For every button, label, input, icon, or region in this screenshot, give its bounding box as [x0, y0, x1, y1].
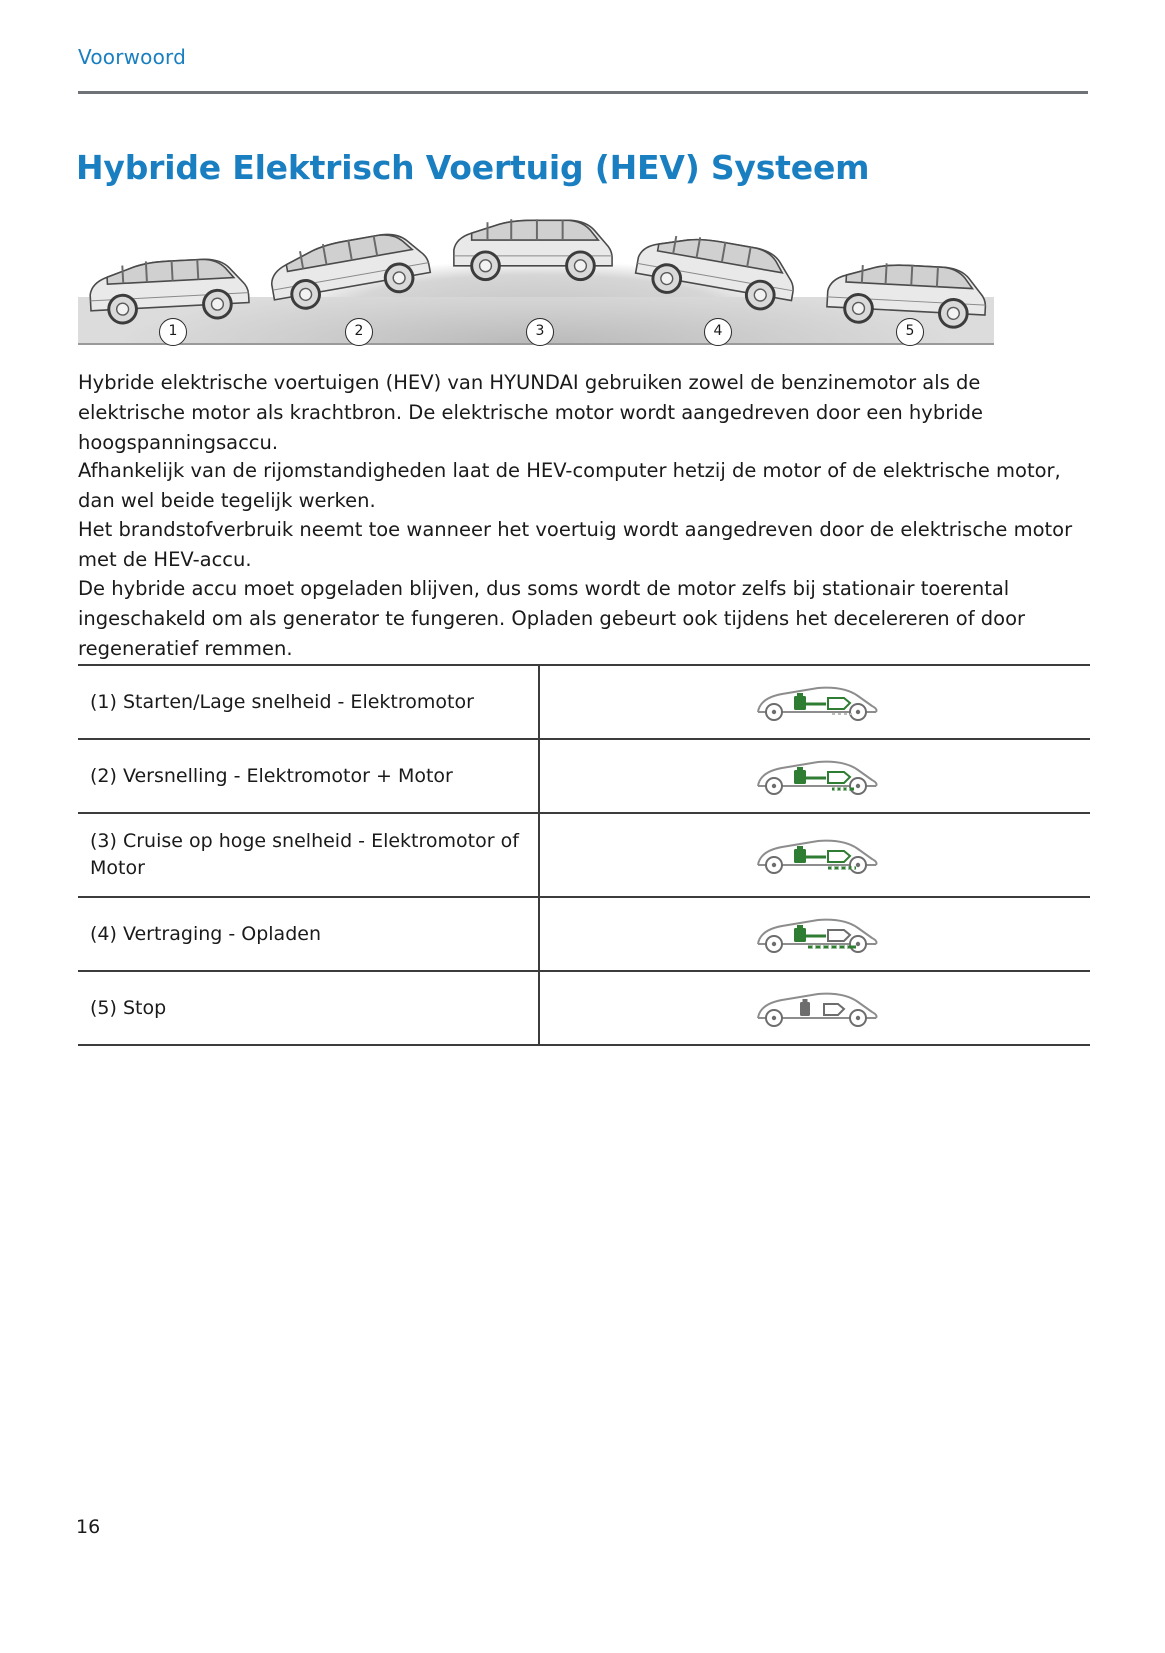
- hev-phase-table: [78, 664, 1090, 1046]
- hev-driving-phases-diagram: [78, 205, 994, 345]
- phase-marker-2: 2: [345, 318, 373, 346]
- vehicle-phase-3: [442, 200, 620, 292]
- page-number: 16: [76, 1516, 101, 1538]
- phase-marker-5: 5: [896, 318, 924, 346]
- breadcrumb: Voorwoord: [78, 45, 187, 69]
- page-title: Hybride Elektrisch Voertuig (HEV) Systeem: [76, 148, 870, 187]
- phase-label-3: (3) Cruise op hoge snelheid - Elektromotor of Motor: [78, 814, 540, 896]
- paragraph-2: Afhankelijk van de rijomstandigheden laat de HEV-computer hetzij de motor of de elektrische motor, dan wel beide tegelijk werken.: [78, 459, 1061, 512]
- table-row: [78, 970, 1090, 1046]
- header-divider: [78, 91, 1088, 94]
- phase-marker-4: 4: [704, 318, 732, 346]
- page-header: [78, 45, 1088, 69]
- paragraph-1: Hybride elektrische voertuigen (HEV) van HYUNDAI gebruiken zowel de benzinemotor als de elektrische motor als krachtbron. De elektrische motor wordt aangedreven door een hybride hoogspanningsaccu.: [78, 371, 984, 454]
- table-row: [78, 812, 1090, 896]
- phase-label-5: (5) Stop: [78, 972, 540, 1044]
- hev-flow-acceleration-icon: [540, 740, 1090, 812]
- hev-flow-deceleration-charging-icon: [540, 898, 1090, 970]
- hev-flow-stop-icon: [540, 972, 1090, 1044]
- hev-flow-start-low-speed-icon: [540, 666, 1090, 738]
- phase-label-4: (4) Vertraging - Opladen: [78, 898, 540, 970]
- paragraph-4: De hybride accu moet opgeladen blijven, dus soms wordt de motor zelfs bij stationair toerental ingeschakeld om als generator te fungeren. Opladen gebeurt ook tijdens het decelereren of door regeneratief remmen.: [78, 577, 1026, 660]
- phase-label-2: (2) Versnelling - Elektromotor + Motor: [78, 740, 540, 812]
- phase-label-1: (1) Starten/Lage snelheid - Elektromotor: [78, 666, 540, 738]
- table-row: [78, 664, 1090, 738]
- table-row: [78, 738, 1090, 812]
- phase-marker-1: 1: [159, 318, 187, 346]
- phase-marker-3: 3: [526, 318, 554, 346]
- hev-flow-cruise-icon: [540, 819, 1090, 891]
- table-row: [78, 896, 1090, 970]
- paragraph-3: Het brandstofverbruik neemt toe wanneer het voertuig wordt aangedreven door de elektrische motor met de HEV-accu.: [78, 518, 1073, 571]
